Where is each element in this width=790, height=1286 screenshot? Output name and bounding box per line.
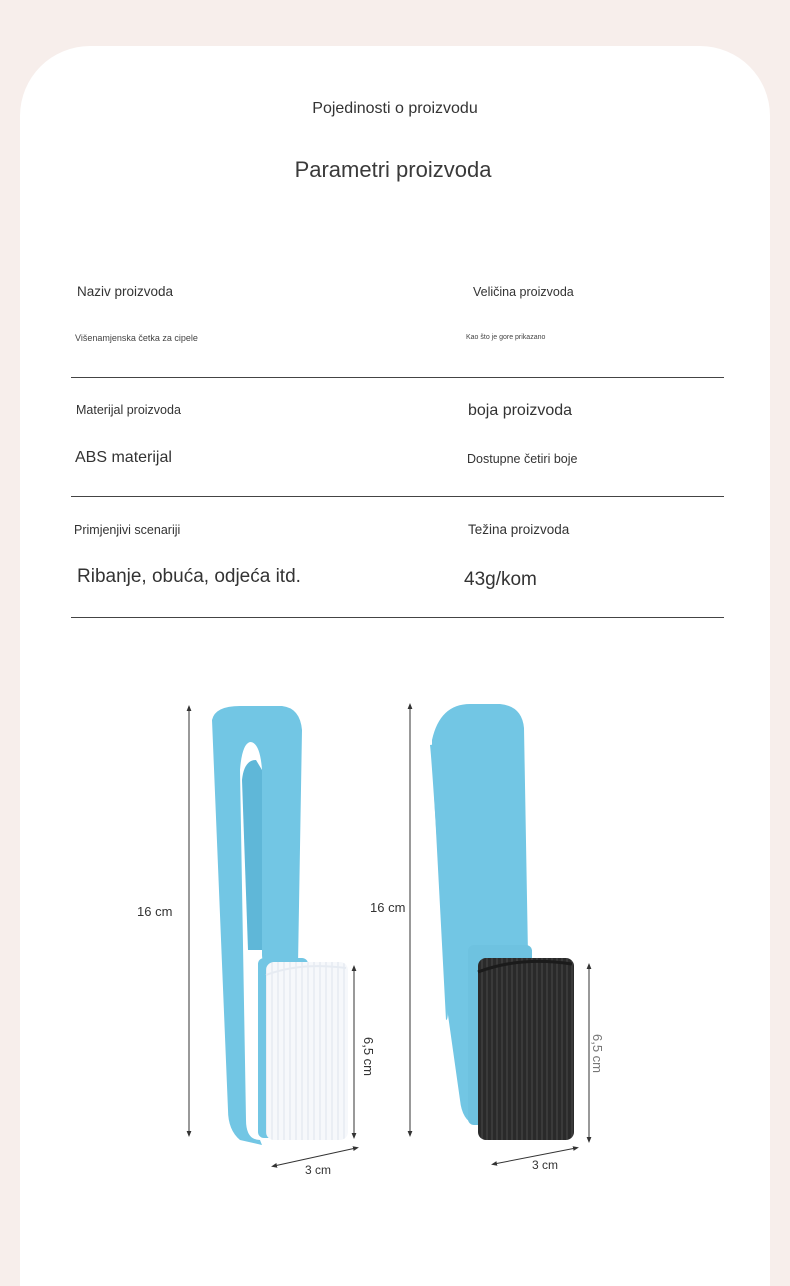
left-head-label: 6,5 cm [361,1037,376,1077]
weight-value: 43g/kom [464,569,537,590]
right-height-label: 16 cm [370,900,406,915]
color-label: boja proizvoda [468,402,573,419]
material-label: Materijal proizvoda [76,403,181,417]
size-label: Veličina proizvoda [473,285,574,299]
scenario-value: Ribanje, obuća, odjeća itd. [77,566,301,587]
right-head-label: 6,5 cm [590,1034,605,1074]
name-label: Naziv proizvoda [77,284,174,299]
section-title: Parametri proizvoda [294,157,492,182]
size-value: Kao što je gore prikazano [466,334,546,341]
color-value: Dostupne četiri boje [467,452,578,466]
section-subtitle: Pojedinosti o proizvodu [312,100,478,117]
name-value: Višenamjenska četka za cipele [75,333,198,343]
weight-label: Težina proizvoda [468,522,570,537]
right-width-label: 3 cm [532,1158,559,1172]
scenario-label: Primjenjivi scenariji [74,523,181,537]
black-brush [430,704,574,1140]
material-value: ABS materijal [75,449,172,466]
white-brush [212,706,348,1145]
left-width-label: 3 cm [305,1163,332,1177]
left-height-label: 16 cm [137,904,173,919]
